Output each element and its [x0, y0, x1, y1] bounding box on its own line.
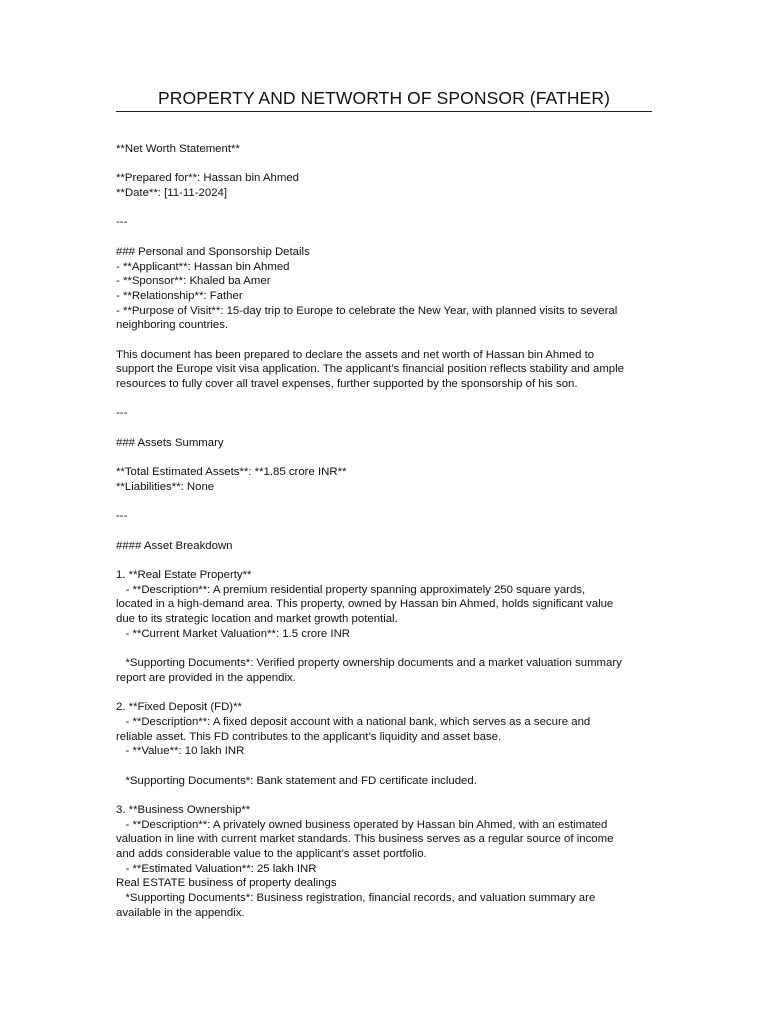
text-line: located in a high-demand area. This property, owned by Hassan bin Ahmed, holds significant value — [116, 598, 614, 611]
text-line: 1. **Real Estate Property** — [116, 568, 252, 581]
title-underline — [116, 111, 652, 112]
text-line: Real ESTATE business of property dealings — [116, 877, 337, 890]
blank-line — [116, 450, 656, 465]
text-line: **Total Estimated Assets**: **1.85 crore INR** — [116, 466, 347, 479]
text-line: and adds considerable value to the applicant’s asset portfolio. — [116, 848, 427, 860]
text-line: *Supporting Documents*: Bank statement and FD certificate included. — [116, 774, 477, 787]
blank-line — [116, 157, 656, 172]
text-line: valuation in line with current market standards. This business serves as a regular source of income — [116, 833, 614, 846]
blank-line — [116, 201, 656, 216]
text-line: This document has been prepared to declare the assets and net worth of Hassan bin Ahmed to — [116, 348, 595, 361]
text-line: #### Asset Breakdown — [116, 539, 233, 552]
text-line: --- — [116, 407, 128, 420]
document-body — [116, 142, 656, 920]
blank-line — [116, 759, 656, 774]
text-line: ### Personal and Sponsorship Details — [116, 245, 310, 258]
text-line: - **Estimated Valuation**: 25 lakh INR — [116, 862, 317, 875]
text-line: - **Value**: 10 lakh INR — [116, 745, 245, 758]
blank-line — [116, 788, 656, 803]
text-line: 2. **Fixed Deposit (FD)** — [116, 701, 242, 714]
text-line: - **Description**: A fixed deposit account with a national bank, which serves as a secure and — [116, 715, 591, 728]
blank-line — [116, 641, 656, 656]
text-line: support the Europe visit visa application. The applicant’s financial position reflects stability and ample — [116, 363, 625, 376]
text-line: ### Assets Summary — [116, 436, 224, 449]
blank-line — [116, 685, 656, 700]
text-line: **Prepared for**: Hassan bin Ahmed — [116, 172, 299, 185]
text-line: *Supporting Documents*: Business registration, financial records, and valuation summary are — [116, 892, 596, 905]
text-line: due to its strategic location and market growth potential. — [116, 613, 398, 625]
text-line: reliable asset. This FD contributes to the applicant’s liquidity and asset base. — [116, 730, 502, 743]
text-line: report are provided in the appendix. — [116, 671, 296, 684]
text-line: - **Description**: A premium residential property spanning approximately 250 square yards, — [116, 583, 586, 596]
blank-line — [116, 495, 656, 510]
text-line: **Liabilities**: None — [116, 480, 215, 493]
text-line: neighboring countries. — [116, 319, 229, 332]
text-line: - **Current Market Valuation**: 1.5 crore INR — [116, 627, 351, 640]
blank-line — [116, 553, 656, 568]
blank-line — [116, 333, 656, 348]
text-line: - **Applicant**: Hassan bin Ahmed — [116, 260, 290, 273]
blank-line — [116, 524, 656, 539]
text-line: resources to fully cover all travel expenses, further supported by the sponsorship of his son. — [116, 378, 578, 390]
text-line: *Supporting Documents*: Verified property ownership documents and a market valuation summary — [116, 657, 622, 670]
text-line: available in the appendix. — [116, 906, 245, 919]
text-line: - **Sponsor**: Khaled ba Amer — [116, 275, 271, 288]
text-line: - **Relationship**: Father — [116, 289, 243, 302]
text-line: --- — [116, 216, 128, 229]
blank-line — [116, 421, 656, 436]
text-line: **Net Worth Statement** — [116, 143, 240, 155]
text-line: --- — [116, 510, 128, 523]
text-line: - **Purpose of Visit**: 15-day trip to Europe to celebrate the New Year, with planned visits to several — [116, 304, 618, 317]
text-line: **Date**: [11-11-2024] — [116, 187, 228, 200]
document-title: PROPERTY AND NETWORTH OF SPONSOR (FATHER) — [157, 88, 611, 108]
text-line: - **Description**: A privately owned business operated by Hassan bin Ahmed, with an estimated — [116, 818, 608, 831]
text-line: 3. **Business Ownership** — [116, 803, 251, 816]
blank-line — [116, 230, 656, 245]
blank-line — [116, 392, 656, 407]
